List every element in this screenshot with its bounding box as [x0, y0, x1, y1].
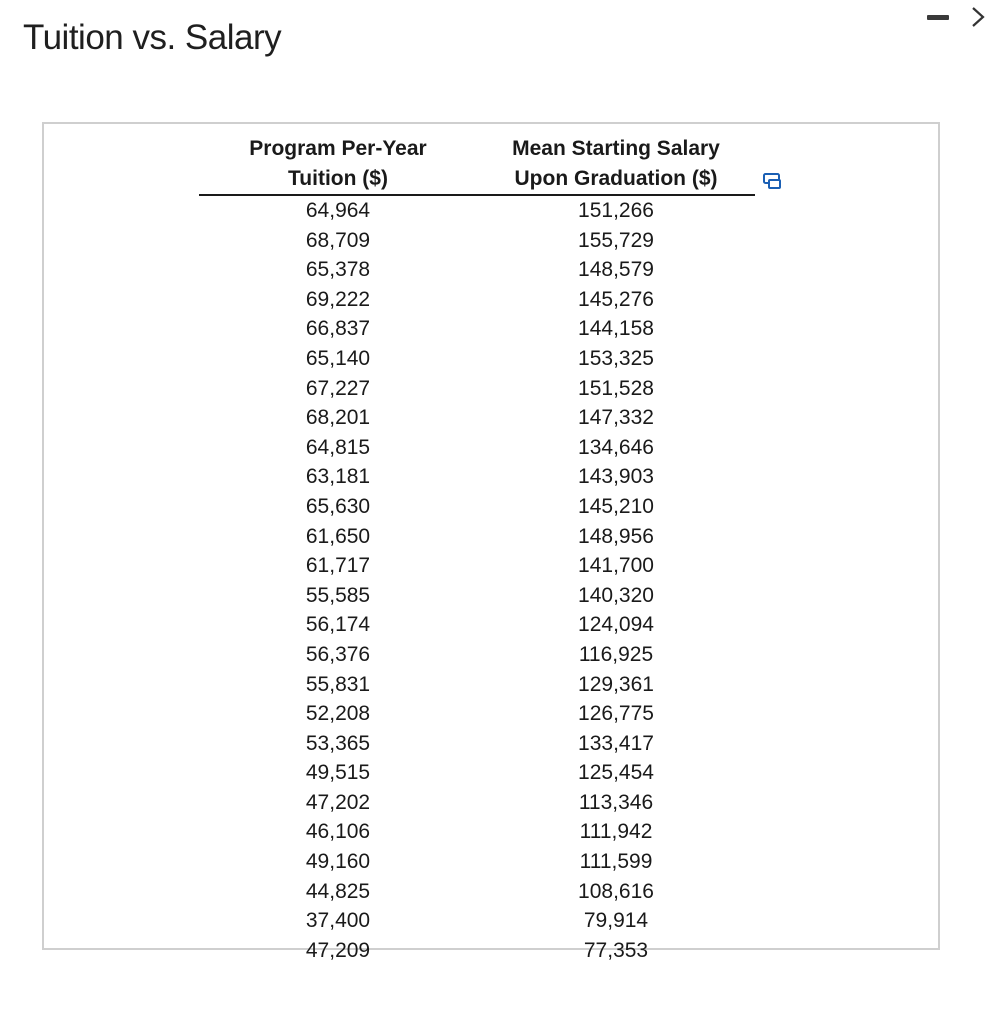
- tuition-cell: 69,222: [305, 287, 371, 311]
- data-table-panel[interactable]: [42, 122, 940, 962]
- data-table: [199, 134, 755, 965]
- tuition-cell: 44,825: [305, 879, 371, 903]
- salary-cell: 116,925: [578, 642, 654, 666]
- table-row: [199, 462, 755, 492]
- salary-cell: 148,956: [578, 524, 654, 548]
- tuition-cell: 47,209: [305, 938, 371, 962]
- tuition-cell: 46,106: [305, 820, 371, 844]
- tuition-cell: 49,515: [305, 761, 371, 785]
- tuition-header-line2: Tuition ($): [288, 167, 388, 190]
- tuition-cell: 53,365: [305, 731, 371, 755]
- minimize-icon[interactable]: [927, 15, 949, 20]
- table-row: [199, 314, 755, 344]
- table-row: [199, 640, 755, 670]
- table-row: [199, 433, 755, 463]
- tuition-cell: 66,837: [305, 317, 371, 341]
- tuition-cell: 63,181: [305, 465, 371, 489]
- tuition-cell: 55,585: [305, 583, 371, 607]
- table-row: [199, 758, 755, 788]
- table-row: [199, 255, 755, 285]
- tuition-cell: 56,376: [305, 642, 371, 666]
- table-row: [199, 522, 755, 552]
- table-row: [199, 285, 755, 315]
- table-row: [199, 344, 755, 374]
- salary-cell: 145,210: [578, 494, 654, 518]
- salary-cell: 77,353: [583, 938, 649, 962]
- salary-cell: 111,942: [579, 820, 653, 844]
- table-row: [199, 581, 755, 611]
- tuition-cell: 65,630: [305, 494, 371, 518]
- salary-cell: 148,579: [578, 258, 654, 282]
- table-header-row: [199, 134, 755, 195]
- table-row: [199, 729, 755, 759]
- salary-cell: 126,775: [578, 702, 654, 726]
- tuition-cell: 65,140: [305, 346, 371, 370]
- table-row: [199, 670, 755, 700]
- copy-icon[interactable]: [762, 172, 784, 192]
- tuition-header-line1: Program Per-Year: [249, 137, 427, 160]
- window-controls: [919, 6, 989, 28]
- salary-cell: 125,454: [578, 761, 654, 785]
- salary-cell: 141,700: [578, 554, 654, 578]
- tuition-cell: 52,208: [305, 702, 371, 726]
- tuition-cell: 64,964: [305, 199, 371, 222]
- salary-cell: 140,320: [578, 583, 654, 607]
- table-row: [199, 877, 755, 907]
- chevron-right-icon[interactable]: [967, 6, 989, 28]
- tuition-cell: 56,174: [305, 613, 371, 637]
- table-row: [199, 610, 755, 640]
- tuition-cell: 37,400: [305, 909, 371, 933]
- salary-cell: 133,417: [578, 731, 654, 755]
- tuition-cell: 61,650: [305, 524, 371, 548]
- table-row: [199, 699, 755, 729]
- tuition-column-header: [199, 134, 477, 195]
- salary-cell: 153,325: [578, 346, 654, 370]
- table-row: [199, 226, 755, 256]
- table-row: [199, 906, 755, 936]
- salary-cell: 108,616: [578, 879, 654, 903]
- salary-cell: 145,276: [578, 287, 654, 311]
- salary-header-line1: Mean Starting Salary: [512, 137, 720, 160]
- salary-cell: 111,599: [579, 850, 653, 874]
- tuition-cell: 67,227: [305, 376, 371, 400]
- salary-cell: 147,332: [578, 406, 654, 430]
- table-row: [199, 551, 755, 581]
- table-row: [199, 847, 755, 877]
- salary-cell: 124,094: [578, 613, 654, 637]
- salary-cell: 151,266: [578, 199, 654, 222]
- table-body: [199, 195, 755, 965]
- tuition-cell: 64,815: [305, 435, 371, 459]
- tuition-cell: 55,831: [305, 672, 371, 696]
- salary-header-line2: Upon Graduation ($): [514, 167, 718, 190]
- salary-cell: 151,528: [578, 376, 654, 400]
- tuition-cell: 49,160: [305, 850, 371, 874]
- salary-cell: 155,729: [578, 228, 654, 252]
- tuition-cell: 47,202: [305, 790, 371, 814]
- tuition-cell: 61,717: [305, 554, 371, 578]
- tuition-cell: 68,201: [305, 406, 371, 430]
- tuition-cell: 65,378: [305, 258, 371, 282]
- table-row: [199, 817, 755, 847]
- salary-cell: 129,361: [578, 672, 654, 696]
- salary-cell: 113,346: [578, 790, 654, 814]
- table-row: [199, 936, 755, 966]
- salary-cell: 79,914: [583, 909, 649, 933]
- table-row: [199, 788, 755, 818]
- table-row: [199, 374, 755, 404]
- table-row: [199, 403, 755, 433]
- salary-cell: 143,903: [578, 465, 654, 489]
- salary-column-header: [477, 134, 755, 195]
- table-row: [199, 195, 755, 226]
- salary-cell: 144,158: [578, 317, 654, 341]
- salary-cell: 134,646: [578, 435, 654, 459]
- tuition-cell: 68,709: [305, 228, 371, 252]
- page-title: Tuition vs. Salary: [23, 18, 282, 57]
- table-row: [199, 492, 755, 522]
